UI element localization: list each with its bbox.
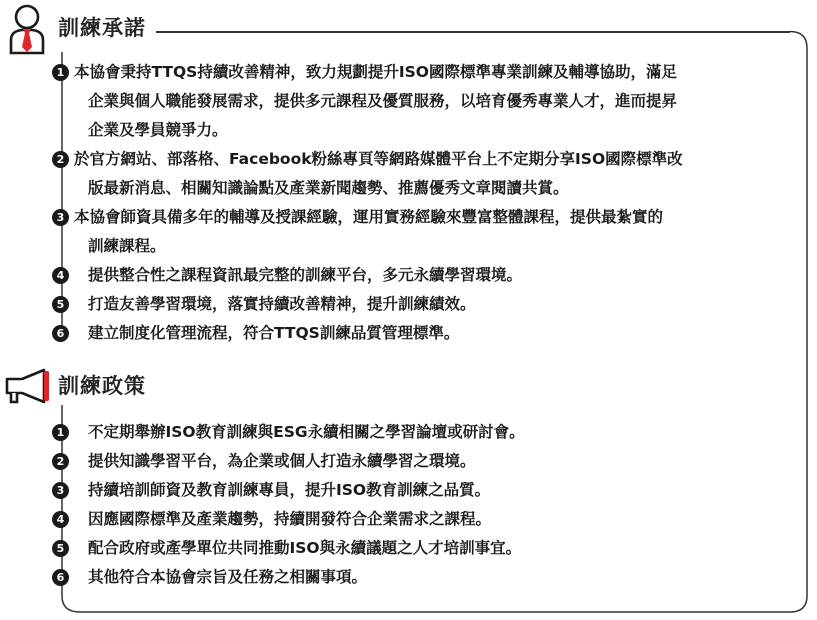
- commitment-item-4: [52, 261, 802, 290]
- number-badge: 4: [52, 511, 69, 528]
- line: 建立制度化管理流程，符合TTQS訓練品質管理標準。: [88, 324, 460, 342]
- line: 持續培訓師資及教育訓練專員，提升ISO教育訓練之品質。: [88, 481, 491, 499]
- policy-item-3: [52, 476, 802, 505]
- line: 訓練課程。: [88, 237, 166, 255]
- number-badge: 4: [52, 267, 69, 284]
- number-badge: 3: [52, 209, 69, 226]
- line: 不定期舉辦ISO教育訓練與ESG永續相關之學習論壇或研討會。: [88, 423, 525, 441]
- policy-item-6: [52, 563, 802, 592]
- line: 本協會師資具備多年的輔導及授課經驗，運用實務經驗來豐富整體課程，提供最紮實的: [74, 208, 664, 226]
- commitment-list: [52, 58, 802, 348]
- policy-title: 訓練政策: [58, 372, 156, 400]
- line: 因應國際標準及產業趨勢，持續開發符合企業需求之課程。: [88, 510, 492, 528]
- number-badge: 1: [52, 424, 69, 441]
- number-badge: 6: [52, 569, 69, 586]
- commitment-item-2: [52, 145, 802, 203]
- line: 其他符合本協會宗旨及任務之相關事項。: [88, 568, 368, 586]
- megaphone-icon: [4, 368, 52, 410]
- number-badge: 1: [52, 64, 69, 81]
- policy-item-1: [52, 418, 802, 447]
- number-badge: 6: [52, 325, 69, 342]
- number-badge: 3: [52, 482, 69, 499]
- commitment-item-6: [52, 319, 802, 348]
- line: 本協會秉持TTQS持續改善精神，致力規劃提升ISO國際標準專業訓練及輔導協助，滿足: [74, 63, 677, 81]
- line: 企業及學員競爭力。: [88, 121, 228, 139]
- policy-item-2: [52, 447, 802, 476]
- policy-list: [52, 418, 802, 592]
- number-badge: 5: [52, 540, 69, 557]
- commitment-title: 訓練承諾: [58, 14, 156, 42]
- number-badge: 2: [52, 151, 69, 168]
- policy-item-4: [52, 505, 802, 534]
- policy-item-5: [52, 534, 802, 563]
- person-tie-icon: [6, 3, 48, 59]
- commitment-item-1: [52, 58, 802, 145]
- number-badge: 5: [52, 296, 69, 313]
- commitment-item-3: [52, 203, 802, 261]
- line: 提供知識學習平台，為企業或個人打造永續學習之環境。: [88, 452, 476, 470]
- number-badge: 2: [52, 453, 69, 470]
- commitment-item-5: [52, 290, 802, 319]
- line: 提供整合性之課程資訊最完整的訓練平台，多元永續學習環境。: [88, 266, 523, 284]
- line: 企業與個人職能發展需求，提供多元課程及優質服務，以培育優秀專業人才，進而提昇: [88, 92, 678, 110]
- line: 打造友善學習環境，落實持續改善精神，提升訓練績效。: [88, 295, 476, 313]
- line: 於官方網站、部落格、Facebook粉絲專頁等網路媒體平台上不定期分享ISO國際標準改: [74, 150, 683, 168]
- line: 配合政府或產學單位共同推動ISO與永續議題之人才培訓事宜。: [88, 539, 522, 557]
- line: 版最新消息、相關知識論點及產業新聞趨勢、推薦優秀文章閱讀共賞。: [88, 179, 569, 197]
